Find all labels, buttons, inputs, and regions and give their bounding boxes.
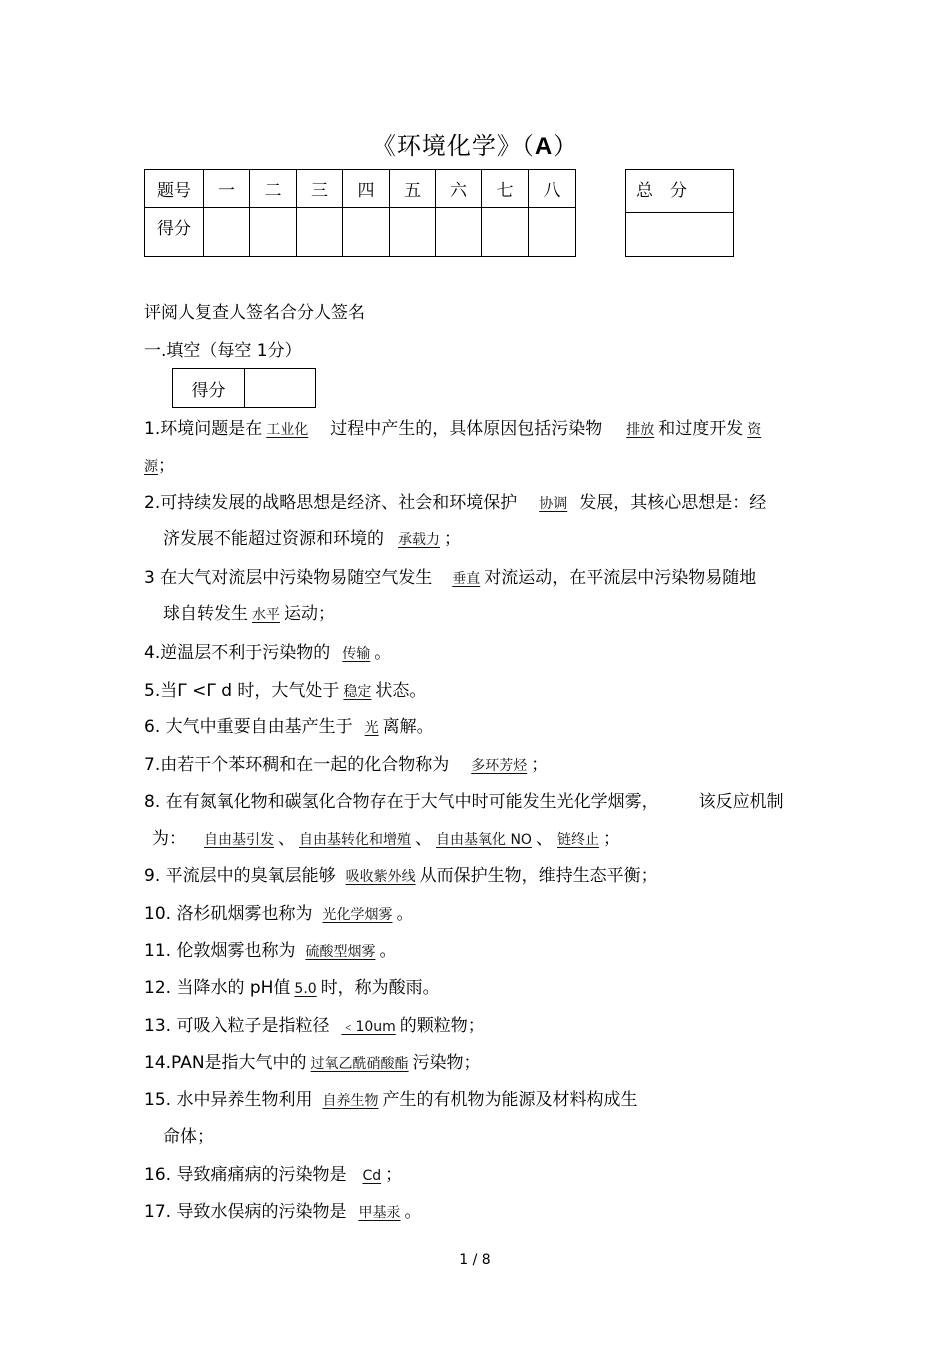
score-header-cell: 二 — [250, 170, 297, 208]
score-header-cell: 八 — [529, 170, 576, 208]
answer-blank: 吸收紫外线 — [345, 869, 416, 885]
question-12: 12. 当降水的 pH值 5.0 时，称为酸雨。 — [144, 978, 440, 998]
answer-blank: ﹤10um — [341, 1019, 396, 1035]
total-score-cell[interactable] — [626, 213, 734, 257]
answer-blank: 光 — [364, 720, 379, 736]
page-number: 1 / 8 — [459, 1252, 491, 1268]
question-11: 11. 伦敦烟雾也称为 硫酸型烟雾 。 — [144, 941, 397, 961]
answer-blank: 水平 — [252, 607, 280, 623]
total-label: 总 分 — [626, 170, 734, 213]
question-5: 5.当Γ <Γ d 时，大气处于 稳定 状态。 — [144, 681, 427, 701]
answer-blank: 承载力 — [398, 532, 440, 548]
answer-blank: 稳定 — [343, 684, 372, 700]
signature-line: 评阅人复查人签名合分人签名 — [144, 303, 365, 323]
score-header-cell: 五 — [390, 170, 436, 208]
question-2-cont: 济发展不能超过资源和环境的 承载力 ； — [163, 529, 461, 549]
score-cell[interactable] — [297, 208, 343, 257]
total-score-table — [625, 169, 734, 257]
answer-blank: 排放 — [626, 422, 655, 438]
score-header-cell: 七 — [482, 170, 529, 208]
score-cell[interactable] — [343, 208, 390, 257]
question-16: 16. 导致痛痛病的污染物是 Cd ； — [144, 1165, 403, 1185]
question-3-cont: 球自转发生 水平 运动； — [163, 604, 335, 624]
question-4: 4.逆温层不利于污染物的 传输 。 — [144, 643, 392, 663]
score-cell[interactable] — [482, 208, 529, 257]
answer-blank: 资 — [747, 422, 762, 438]
question-15-cont: 命体； — [163, 1127, 214, 1147]
question-8: 8. 在有氮氧化物和碳氢化合物存在于大气中时可能发生光化学烟雾， 该反应机制 — [144, 792, 784, 812]
answer-blank: 工业化 — [266, 422, 309, 438]
question-7: 7.由若干个苯环稠和在一起的化合物称为 多环芳烃 ； — [144, 755, 549, 775]
answer-blank: 甲基汞 — [358, 1205, 401, 1221]
score-cell[interactable] — [529, 208, 576, 257]
score-cell[interactable] — [250, 208, 297, 257]
answer-blank: 垂直 — [452, 571, 481, 587]
score-cell[interactable] — [204, 208, 250, 257]
answer-blank: 5.0 — [294, 981, 317, 997]
score-cell[interactable] — [436, 208, 482, 257]
score-header-cell: 六 — [436, 170, 482, 208]
question-9: 9. 平流层中的臭氧层能够 吸收紫外线 从而保护生物，维持生态平衡； — [144, 866, 658, 886]
score-header-cell: 四 — [343, 170, 390, 208]
answer-blank: 链终止 — [556, 832, 599, 848]
score-header-cell: 一 — [204, 170, 250, 208]
score-table — [144, 169, 576, 257]
answer-blank: Cd — [362, 1168, 382, 1184]
answer-blank: 自由基转化和增殖 — [299, 832, 411, 848]
question-2: 2.可持续发展的战略思想是经济、社会和环境保护 协调 发展，其核心思想是：经 — [144, 493, 767, 513]
question-13: 13. 可吸入粒子是指粒径 ﹤10um 的颗粒物； — [144, 1016, 485, 1036]
question-17: 17. 导致水俣病的污染物是 甲基汞 。 — [144, 1202, 422, 1222]
question-3: 3 在大气对流层中污染物易随空气发生 垂直 对流运动，在平流层中污染物易随地 — [144, 568, 757, 588]
answer-blank: 源 — [144, 459, 158, 475]
answer-blank: 多环芳烃 — [471, 758, 528, 774]
answer-blank: 协调 — [539, 496, 568, 512]
question-1-cont: 源； — [144, 456, 175, 476]
question-10: 10. 洛杉矶烟雾也称为 光化学烟雾 。 — [144, 904, 414, 924]
section-score-cell[interactable] — [245, 369, 316, 408]
answer-blank: 光化学烟雾 — [322, 907, 393, 923]
section-heading: 一.填空（每空 1分） — [144, 341, 302, 361]
score-header-cell: 题号 — [145, 170, 204, 208]
answer-blank: 自由基引发 — [204, 832, 274, 848]
answer-blank: 自由基氧化 NO — [436, 832, 532, 848]
answer-blank: 传输 — [342, 646, 371, 662]
section-score-table — [172, 368, 316, 408]
answer-blank: 过氧乙酰硝酸酯 — [310, 1056, 409, 1072]
question-6: 6. 大气中重要自由基产生于 光 离解。 — [144, 717, 434, 737]
question-15: 15. 水中异养生物利用 自养生物 产生的有机物为能源及材料构成生 — [144, 1090, 638, 1110]
question-14: 14.PAN是指大气中的 过氧乙酰硝酸酯 污染物； — [144, 1053, 481, 1073]
answer-blank: 硫酸型烟雾 — [305, 944, 376, 960]
question-1: 1.环境问题是在 工业化 过程中产生的，具体原因包括污染物 排放 和过度开发 资 — [144, 419, 762, 439]
score-header-cell: 三 — [297, 170, 343, 208]
score-row-label: 得分 — [145, 208, 204, 257]
answer-blank: 自养生物 — [322, 1093, 379, 1109]
document-title: 《环境化学》（A） — [371, 132, 579, 160]
question-8-cont: 为： 自由基引发 、 自由基转化和增殖 、 自由基氧化 NO 、 链终止 ； — [152, 829, 620, 849]
section-score-label: 得分 — [173, 369, 245, 408]
score-cell[interactable] — [390, 208, 436, 257]
